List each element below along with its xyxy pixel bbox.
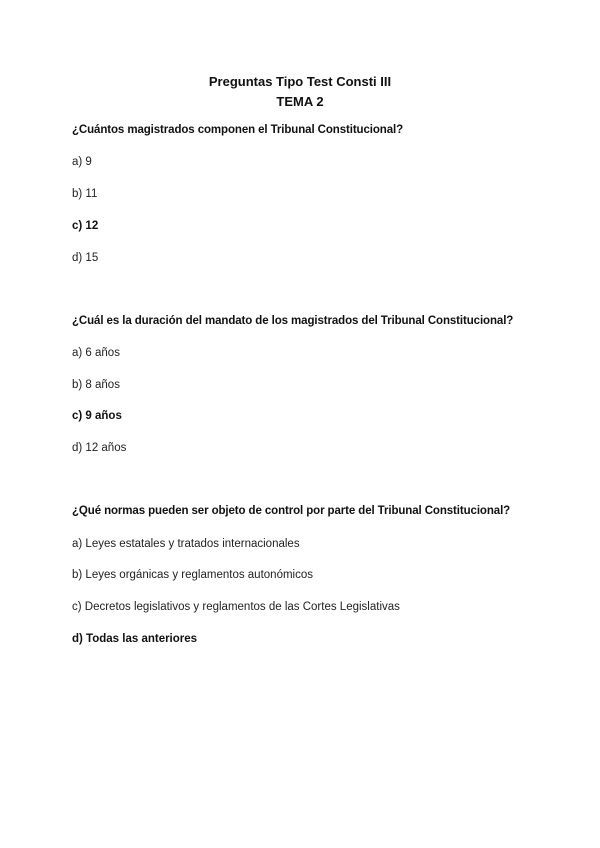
question-3-option-b: b) Leyes orgánicas y reglamentos autonómicos <box>72 569 313 581</box>
question-3-option-a: a) Leyes estatales y tratados internacionales <box>72 538 300 550</box>
question-2-option-b: b) 8 años <box>72 379 120 391</box>
question-3-option-d-correct: d) Todas las anteriores <box>72 633 198 645</box>
document-title: Preguntas Tipo Test Consti III <box>208 74 392 89</box>
question-2-option-a: a) 6 años <box>72 347 120 359</box>
question-1-option-c-correct: c) 12 <box>72 220 99 232</box>
question-3-option-c: c) Decretos legislativos y reglamentos de las Cortes Legislativas <box>72 601 400 613</box>
document-subtitle: TEMA 2 <box>276 94 324 109</box>
question-3: ¿Qué normas pueden ser objeto de control por parte del Tribunal Constitucional? <box>72 505 511 517</box>
document-header <box>0 72 600 112</box>
question-1: ¿Cuántos magistrados componen el Tribunal Constitucional? <box>72 124 404 136</box>
question-2: ¿Cuál es la duración del mandato de los magistrados del Tribunal Constitucional? <box>72 315 514 327</box>
question-1-option-d: d) 15 <box>72 252 99 264</box>
question-1-option-a: a) 9 <box>72 156 92 168</box>
question-2-option-c-correct: c) 9 años <box>72 410 122 422</box>
question-1-option-b: b) 11 <box>72 188 98 200</box>
question-2-option-d: d) 12 años <box>72 442 127 454</box>
